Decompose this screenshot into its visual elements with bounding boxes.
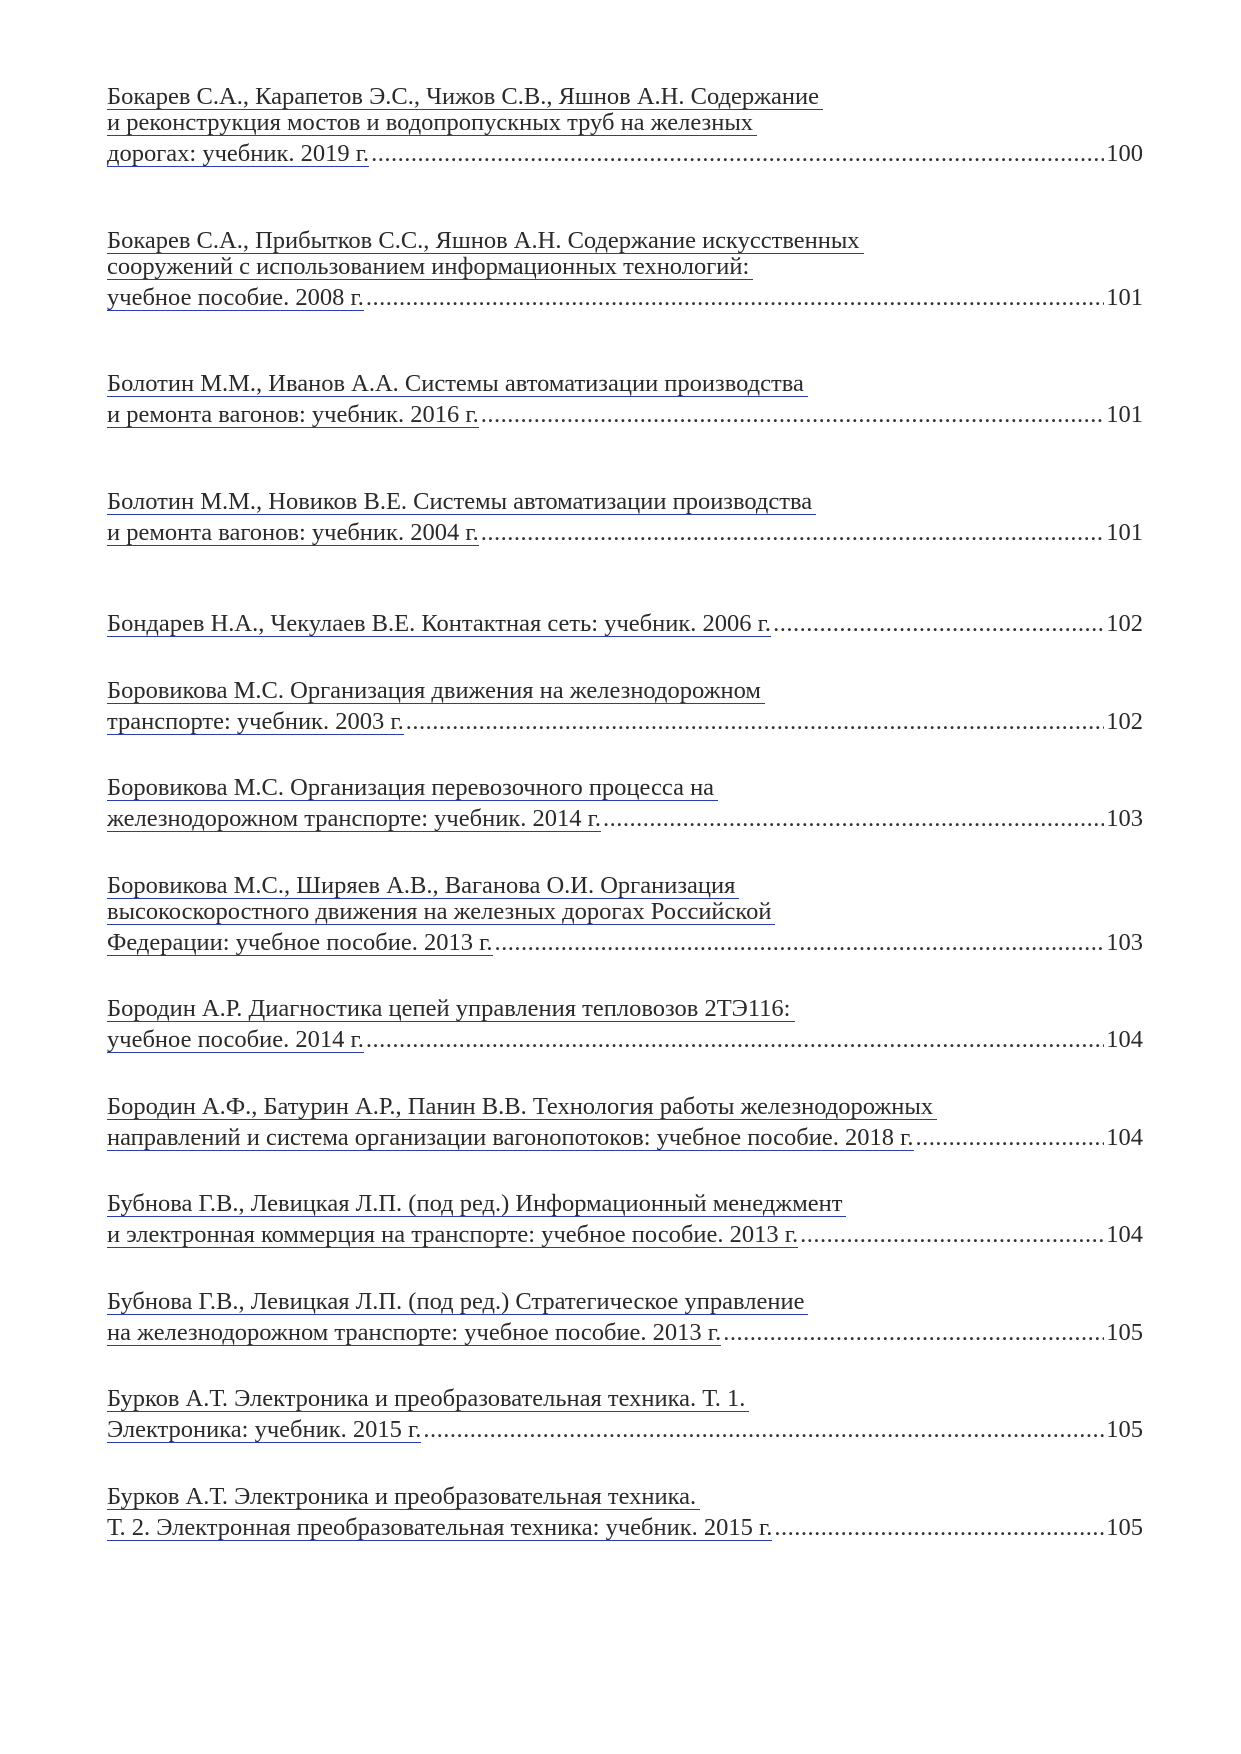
page-number: 105 <box>1106 1416 1143 1443</box>
dot-leader <box>406 704 1105 740</box>
dot-leader <box>423 1412 1104 1448</box>
toc-entry <box>107 228 1143 316</box>
toc-entry <box>107 1484 1143 1546</box>
toc-entry-link[interactable]: Бурков А.Т. Электроника и преобразовательная техника. <box>107 1484 700 1510</box>
page-number: 101 <box>1106 283 1143 311</box>
toc-entry <box>107 84 1143 172</box>
toc-entry-link[interactable]: направлений и система организации вагонопотоков: учебное пособие. 2018 г. <box>107 1123 914 1151</box>
toc-entry-link[interactable]: учебное пособие. 2008 г. <box>107 283 364 311</box>
page-number: 105 <box>1106 1513 1143 1541</box>
toc-entry-link[interactable]: Бурков А.Т. Электроника и преобразовательная техника. Т. 1. <box>107 1386 749 1412</box>
page-number: 102 <box>1106 610 1143 637</box>
page-number: 100 <box>1106 140 1143 167</box>
toc-entry-link[interactable]: Т. 2. Электронная преобразовательная техника: учебник. 2015 г. <box>107 1513 773 1541</box>
toc-entry-link[interactable]: высокоскоростного движения на железных дорогах Российской <box>107 899 775 925</box>
toc-entry <box>107 489 1143 551</box>
toc-entry-link[interactable]: Бородин А.Р. Диагностика цепей управления тепловозов 2ТЭ116: <box>107 996 795 1022</box>
dot-leader <box>603 801 1104 837</box>
toc-entry-link[interactable]: Боровикова М.С. Организация движения на железнодорожном <box>107 678 765 704</box>
toc-entry-link[interactable]: Бокарев С.А., Карапетов Э.С., Чижов С.В., Яшнов А.Н. Содержание <box>107 84 823 110</box>
dot-leader <box>800 1217 1104 1253</box>
page-number: 104 <box>1106 1123 1143 1151</box>
toc-entry <box>107 1289 1143 1351</box>
toc-entry-link[interactable]: учебное пособие. 2014 г. <box>107 1026 364 1053</box>
toc-entry-link[interactable]: Болотин М.М., Иванов А.А. Системы автоматизации производства <box>107 371 808 397</box>
toc-entry-link[interactable]: сооружений с использованием информационных технологий: <box>107 254 753 280</box>
dot-leader <box>916 1120 1105 1156</box>
page-number: 105 <box>1106 1318 1143 1346</box>
dot-leader <box>366 280 1104 316</box>
toc-entry-link[interactable]: Боровикова М.С., Ширяев А.В., Ваганова О.И. Организация <box>107 873 739 899</box>
toc-entry-link[interactable]: и реконструкция мостов и водопропускных труб на железных <box>107 110 757 136</box>
dot-leader <box>366 1022 1104 1058</box>
page-number: 101 <box>1106 401 1143 428</box>
toc-entry <box>107 1386 1143 1448</box>
toc-entry-link[interactable]: транспорте: учебник. 2003 г. <box>107 707 404 735</box>
table-of-contents <box>107 84 1143 1545</box>
dot-leader <box>495 925 1105 961</box>
toc-entry <box>107 1094 1143 1156</box>
toc-entry-link[interactable]: Бокарев С.А., Прибытков С.С., Яшнов А.Н. Содержание искусственных <box>107 228 864 254</box>
toc-entry-link[interactable]: Бондарев Н.А., Чекулаев В.Е. Контактная сеть: учебник. 2006 г. <box>107 610 772 637</box>
dot-leader <box>371 136 1104 172</box>
toc-entry-link[interactable]: Бубнова Г.В., Левицкая Л.П. (под ред.) Информационный менеджмент <box>107 1191 846 1217</box>
dot-leader <box>481 397 1105 433</box>
dot-leader <box>774 1510 1104 1546</box>
dot-leader <box>773 606 1104 642</box>
page-number: 101 <box>1106 518 1143 546</box>
toc-entry <box>107 371 1143 433</box>
toc-entry <box>107 678 1143 740</box>
toc-entry-link[interactable]: и электронная коммерция на транспорте: учебное пособие. 2013 г. <box>107 1221 799 1248</box>
toc-entry-link[interactable]: Федерации: учебное пособие. 2013 г. <box>107 928 493 956</box>
toc-entry-link[interactable]: Бородин А.Ф., Батурин А.Р., Панин В.В. Технология работы железнодорожных <box>107 1094 937 1120</box>
toc-entry-link[interactable]: железнодорожном транспорте: учебник. 2014 г. <box>107 805 602 832</box>
toc-entry-link[interactable]: Бубнова Г.В., Левицкая Л.П. (под ред.) Стратегическое управление <box>107 1289 808 1315</box>
toc-entry-link[interactable]: Боровикова М.С. Организация перевозочного процесса на <box>107 775 718 801</box>
page-number: 104 <box>1106 1026 1143 1053</box>
toc-entry <box>107 873 1143 961</box>
toc-entry-link[interactable]: и ремонта вагонов: учебник. 2004 г. <box>107 518 479 546</box>
toc-entry-link[interactable]: Болотин М.М., Новиков В.Е. Системы автоматизации производства <box>107 489 816 515</box>
dot-leader <box>723 1315 1104 1351</box>
toc-entry-link[interactable]: на железнодорожном транспорте: учебное пособие. 2013 г. <box>107 1318 722 1346</box>
toc-entry-link[interactable]: Электроника: учебник. 2015 г. <box>107 1416 422 1443</box>
page-number: 104 <box>1106 1221 1143 1248</box>
page-number: 103 <box>1106 805 1143 832</box>
toc-entry-link[interactable]: и ремонта вагонов: учебник. 2016 г. <box>107 401 479 428</box>
page-number: 103 <box>1106 928 1143 956</box>
toc-entry <box>107 606 1143 642</box>
toc-entry <box>107 775 1143 837</box>
toc-entry <box>107 1191 1143 1253</box>
page-number: 102 <box>1106 707 1143 735</box>
dot-leader <box>481 515 1105 551</box>
toc-entry <box>107 996 1143 1058</box>
toc-entry-link[interactable]: дорогах: учебник. 2019 г. <box>107 140 370 167</box>
